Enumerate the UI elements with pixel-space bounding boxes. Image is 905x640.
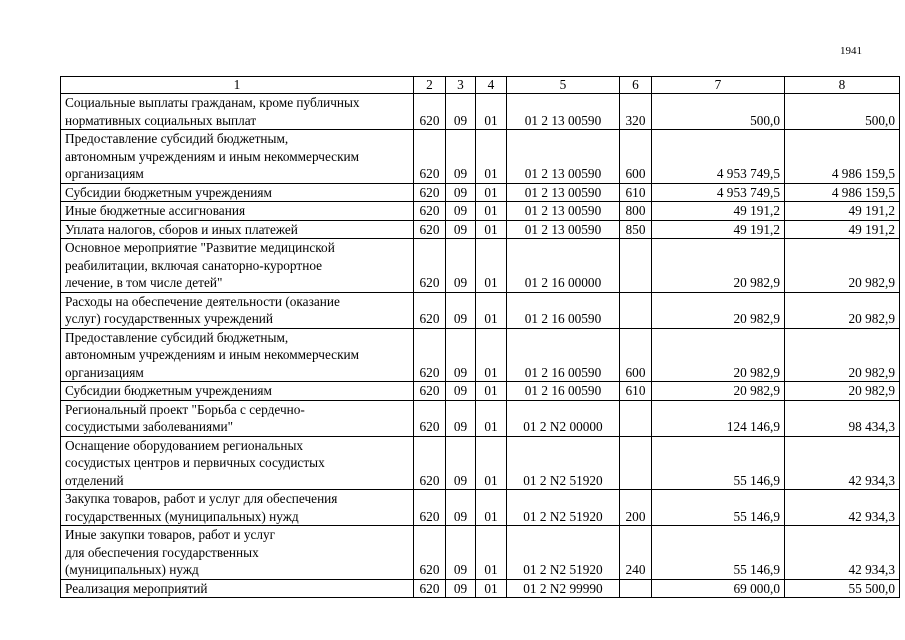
amount-year2-cell: 20 982,9 [785, 239, 900, 293]
table-row [61, 220, 900, 239]
subsection-code-cell: 01 [476, 382, 507, 401]
ministry-code-cell: 620 [414, 239, 446, 293]
table-row [61, 579, 900, 598]
expense-type-cell [620, 239, 652, 293]
section-code-cell: 09 [446, 94, 476, 130]
subsection-code-cell: 01 [476, 94, 507, 130]
table-body [61, 94, 900, 598]
row-name-cell: Субсидии бюджетным учреждениям [61, 382, 414, 401]
expense-type-cell [620, 292, 652, 328]
table-row [61, 239, 900, 293]
column-header: 3 [446, 77, 476, 94]
column-header: 6 [620, 77, 652, 94]
amount-year1-cell: 124 146,9 [652, 400, 785, 436]
amount-year2-cell: 55 500,0 [785, 579, 900, 598]
budget-table [60, 76, 900, 598]
section-code-cell: 09 [446, 526, 476, 580]
column-header: 2 [414, 77, 446, 94]
table-row [61, 292, 900, 328]
expense-type-cell: 600 [620, 328, 652, 382]
expense-type-cell [620, 579, 652, 598]
expense-type-cell: 240 [620, 526, 652, 580]
section-code-cell: 09 [446, 328, 476, 382]
amount-year1-cell: 49 191,2 [652, 220, 785, 239]
column-header: 8 [785, 77, 900, 94]
amount-year1-cell: 49 191,2 [652, 202, 785, 221]
row-name-cell: Предоставление субсидий бюджетным, автономным учреждениям и иным некоммерческим организациям [61, 130, 414, 184]
amount-year2-cell: 98 434,3 [785, 400, 900, 436]
amount-year2-cell: 42 934,3 [785, 490, 900, 526]
section-code-cell: 09 [446, 183, 476, 202]
target-article-cell: 01 2 N2 99990 [507, 579, 620, 598]
amount-year1-cell: 20 982,9 [652, 292, 785, 328]
subsection-code-cell: 01 [476, 579, 507, 598]
target-article-cell: 01 2 N2 00000 [507, 400, 620, 436]
table-row [61, 436, 900, 490]
target-article-cell: 01 2 16 00590 [507, 292, 620, 328]
page-number: 1941 [840, 45, 862, 57]
ministry-code-cell: 620 [414, 382, 446, 401]
table-row [61, 382, 900, 401]
subsection-code-cell: 01 [476, 183, 507, 202]
row-name-cell: Основное мероприятие "Развитие медицинской реабилитации, включая санаторно-курортное лечение, в том числе детей" [61, 239, 414, 293]
amount-year1-cell: 55 146,9 [652, 526, 785, 580]
amount-year2-cell: 42 934,3 [785, 526, 900, 580]
expense-type-cell: 320 [620, 94, 652, 130]
ministry-code-cell: 620 [414, 328, 446, 382]
target-article-cell: 01 2 16 00590 [507, 382, 620, 401]
ministry-code-cell: 620 [414, 292, 446, 328]
amount-year2-cell: 42 934,3 [785, 436, 900, 490]
amount-year1-cell: 20 982,9 [652, 382, 785, 401]
amount-year1-cell: 69 000,0 [652, 579, 785, 598]
ministry-code-cell: 620 [414, 130, 446, 184]
amount-year1-cell: 55 146,9 [652, 436, 785, 490]
section-code-cell: 09 [446, 130, 476, 184]
target-article-cell: 01 2 16 00590 [507, 328, 620, 382]
ministry-code-cell: 620 [414, 94, 446, 130]
expense-type-cell: 800 [620, 202, 652, 221]
table-row [61, 130, 900, 184]
subsection-code-cell: 01 [476, 292, 507, 328]
column-header: 5 [507, 77, 620, 94]
amount-year2-cell: 4 986 159,5 [785, 130, 900, 184]
section-code-cell: 09 [446, 382, 476, 401]
amount-year1-cell: 500,0 [652, 94, 785, 130]
subsection-code-cell: 01 [476, 239, 507, 293]
expense-type-cell: 610 [620, 183, 652, 202]
row-name-cell: Закупка товаров, работ и услуг для обеспечения государственных (муниципальных) нужд [61, 490, 414, 526]
amount-year1-cell: 4 953 749,5 [652, 183, 785, 202]
amount-year2-cell: 49 191,2 [785, 202, 900, 221]
row-name-cell: Региональный проект "Борьба с сердечно- сосудистыми заболеваниями" [61, 400, 414, 436]
expense-type-cell [620, 436, 652, 490]
target-article-cell: 01 2 13 00590 [507, 183, 620, 202]
expense-type-cell: 850 [620, 220, 652, 239]
expense-type-cell: 610 [620, 382, 652, 401]
table-row [61, 526, 900, 580]
expense-type-cell [620, 400, 652, 436]
target-article-cell: 01 2 13 00590 [507, 220, 620, 239]
target-article-cell: 01 2 N2 51920 [507, 436, 620, 490]
amount-year2-cell: 20 982,9 [785, 328, 900, 382]
target-article-cell: 01 2 13 00590 [507, 130, 620, 184]
subsection-code-cell: 01 [476, 328, 507, 382]
row-name-cell: Иные бюджетные ассигнования [61, 202, 414, 221]
table-row [61, 202, 900, 221]
table-header-row [61, 77, 900, 94]
row-name-cell: Оснащение оборудованием региональных сосудистых центров и первичных сосудистых отделений [61, 436, 414, 490]
column-header: 4 [476, 77, 507, 94]
column-header: 7 [652, 77, 785, 94]
ministry-code-cell: 620 [414, 436, 446, 490]
target-article-cell: 01 2 N2 51920 [507, 526, 620, 580]
column-header: 1 [61, 77, 414, 94]
ministry-code-cell: 620 [414, 183, 446, 202]
table-row [61, 94, 900, 130]
amount-year2-cell: 500,0 [785, 94, 900, 130]
amount-year2-cell: 20 982,9 [785, 382, 900, 401]
subsection-code-cell: 01 [476, 400, 507, 436]
section-code-cell: 09 [446, 220, 476, 239]
row-name-cell: Уплата налогов, сборов и иных платежей [61, 220, 414, 239]
amount-year1-cell: 4 953 749,5 [652, 130, 785, 184]
amount-year2-cell: 20 982,9 [785, 292, 900, 328]
subsection-code-cell: 01 [476, 130, 507, 184]
target-article-cell: 01 2 13 00590 [507, 202, 620, 221]
subsection-code-cell: 01 [476, 526, 507, 580]
ministry-code-cell: 620 [414, 202, 446, 221]
ministry-code-cell: 620 [414, 220, 446, 239]
ministry-code-cell: 620 [414, 579, 446, 598]
table-row [61, 490, 900, 526]
section-code-cell: 09 [446, 292, 476, 328]
subsection-code-cell: 01 [476, 490, 507, 526]
section-code-cell: 09 [446, 239, 476, 293]
table-row [61, 183, 900, 202]
target-article-cell: 01 2 13 00590 [507, 94, 620, 130]
subsection-code-cell: 01 [476, 202, 507, 221]
section-code-cell: 09 [446, 579, 476, 598]
amount-year2-cell: 4 986 159,5 [785, 183, 900, 202]
table-row [61, 400, 900, 436]
ministry-code-cell: 620 [414, 526, 446, 580]
section-code-cell: 09 [446, 400, 476, 436]
amount-year1-cell: 20 982,9 [652, 239, 785, 293]
row-name-cell: Реализация мероприятий [61, 579, 414, 598]
row-name-cell: Предоставление субсидий бюджетным, автономным учреждениям и иным некоммерческим организациям [61, 328, 414, 382]
target-article-cell: 01 2 N2 51920 [507, 490, 620, 526]
section-code-cell: 09 [446, 490, 476, 526]
section-code-cell: 09 [446, 436, 476, 490]
row-name-cell: Расходы на обеспечение деятельности (оказание услуг) государственных учреждений [61, 292, 414, 328]
amount-year1-cell: 55 146,9 [652, 490, 785, 526]
subsection-code-cell: 01 [476, 220, 507, 239]
row-name-cell: Субсидии бюджетным учреждениям [61, 183, 414, 202]
row-name-cell: Социальные выплаты гражданам, кроме публичных нормативных социальных выплат [61, 94, 414, 130]
expense-type-cell: 600 [620, 130, 652, 184]
subsection-code-cell: 01 [476, 436, 507, 490]
amount-year2-cell: 49 191,2 [785, 220, 900, 239]
ministry-code-cell: 620 [414, 400, 446, 436]
amount-year1-cell: 20 982,9 [652, 328, 785, 382]
target-article-cell: 01 2 16 00000 [507, 239, 620, 293]
section-code-cell: 09 [446, 202, 476, 221]
row-name-cell: Иные закупки товаров, работ и услуг для обеспечения государственных (муниципальных) нужд [61, 526, 414, 580]
expense-type-cell: 200 [620, 490, 652, 526]
ministry-code-cell: 620 [414, 490, 446, 526]
table-row [61, 328, 900, 382]
